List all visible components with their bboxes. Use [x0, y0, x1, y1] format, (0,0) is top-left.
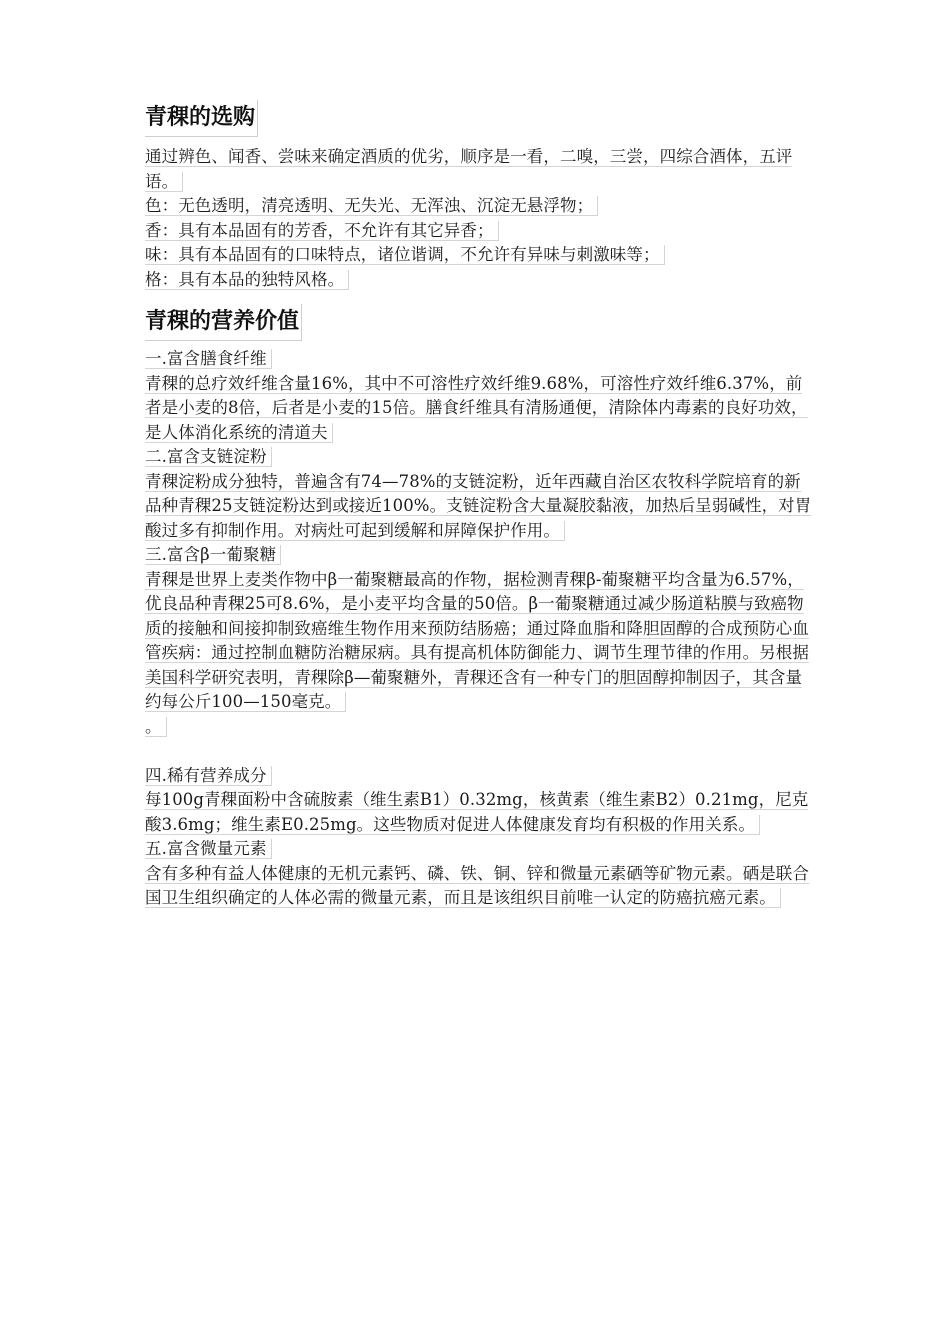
selection-aroma: 香：具有本品固有的芳香，不允许有其它异香；: [145, 219, 813, 244]
document-page: [145, 100, 813, 911]
nutrition-body-3-tail: 。: [145, 715, 813, 740]
section-title-selection: 青稞的选购: [145, 100, 258, 137]
selection-section: [145, 145, 813, 292]
selection-taste: 味：具有本品固有的口味特点，诸位谐调，不允许有异味与刺激味等；: [145, 243, 813, 268]
selection-color: 色：无色透明，清亮透明、无失光、无浑浊、沉淀无悬浮物；: [145, 194, 813, 219]
nutrition-heading-4: 四.稀有营养成分: [145, 764, 813, 789]
nutrition-section: [145, 347, 813, 911]
nutrition-body-2: 青稞淀粉成分独特，普遍含有74—78%的支链淀粉，近年西藏自治区农牧科学院培育的新品种青稞25支链淀粉达到或接近100%。支链淀粉含大量凝胶黏液，加热后呈弱碱性，对胃酸过多有抑制作用。对病灶可起到缓解和屏障保护作用。: [145, 471, 812, 540]
nutrition-body-5: 含有多种有益人体健康的无机元素钙、磷、铁、铜、锌和微量元素硒等矿物元素。硒是联合国卫生组织确定的人体必需的微量元素，而且是该组织目前唯一认定的防癌抗癌元素。: [145, 863, 809, 907]
nutrition-heading-5: 五.富含微量元素: [145, 837, 813, 862]
selection-intro: 通过辨色、闻香、尝味来确定酒质的优劣，顺序是一看，二嗅，三尝，四综合酒体，五评语。: [145, 147, 793, 191]
nutrition-heading-2: 二.富含支链淀粉: [145, 445, 813, 470]
section-title-nutrition: 青稞的营养价值: [145, 304, 302, 341]
nutrition-body-4: 每100g青稞面粉中含硫胺素（维生素B1）0.32mg，核黄素（维生素B2）0.21mg，尼克酸3.6mg；维生素E0.25mg。这些物质对促进人体健康发育均有积极的作用关系。: [145, 790, 809, 834]
nutrition-body-3: 青稞是世界上麦类作物中β一葡聚糖最高的作物，据检测青稞β-葡聚糖平均含量为6.57%，优良品种青稞25可8.6%，是小麦平均含量的50倍。β一葡聚糖通过减少肠道粘膜与致癌物质的接触和间接抑制致癌维生物作用来预防结肠癌；通过降血脂和降胆固醇的合成预防心血管疾病：通过控制血糖防治糖尿病。具有提高机体防御能力、调节生理节律的作用。另根据美国科学研究表明，青稞除β—葡聚糖外，青稞还含有一种专门的胆固醇抑制因子，其含量约每公斤100—150毫克。: [145, 569, 809, 711]
blank-line: [145, 739, 813, 764]
nutrition-heading-3: 三.富含β一葡聚糖: [145, 543, 813, 568]
selection-style: 格：具有本品的独特风格。: [145, 268, 813, 293]
nutrition-heading-1: 一.富含膳食纤维: [145, 347, 813, 372]
nutrition-body-1: 青稞的总疗效纤维含量16%，其中不可溶性疗效纤维9.68%，可溶性疗效纤维6.37%，前者是小麦的8倍，后者是小麦的15倍。膳食纤维具有清肠通便，清除体内毒素的良好功效，是人体消化系统的清道夫: [145, 373, 808, 442]
